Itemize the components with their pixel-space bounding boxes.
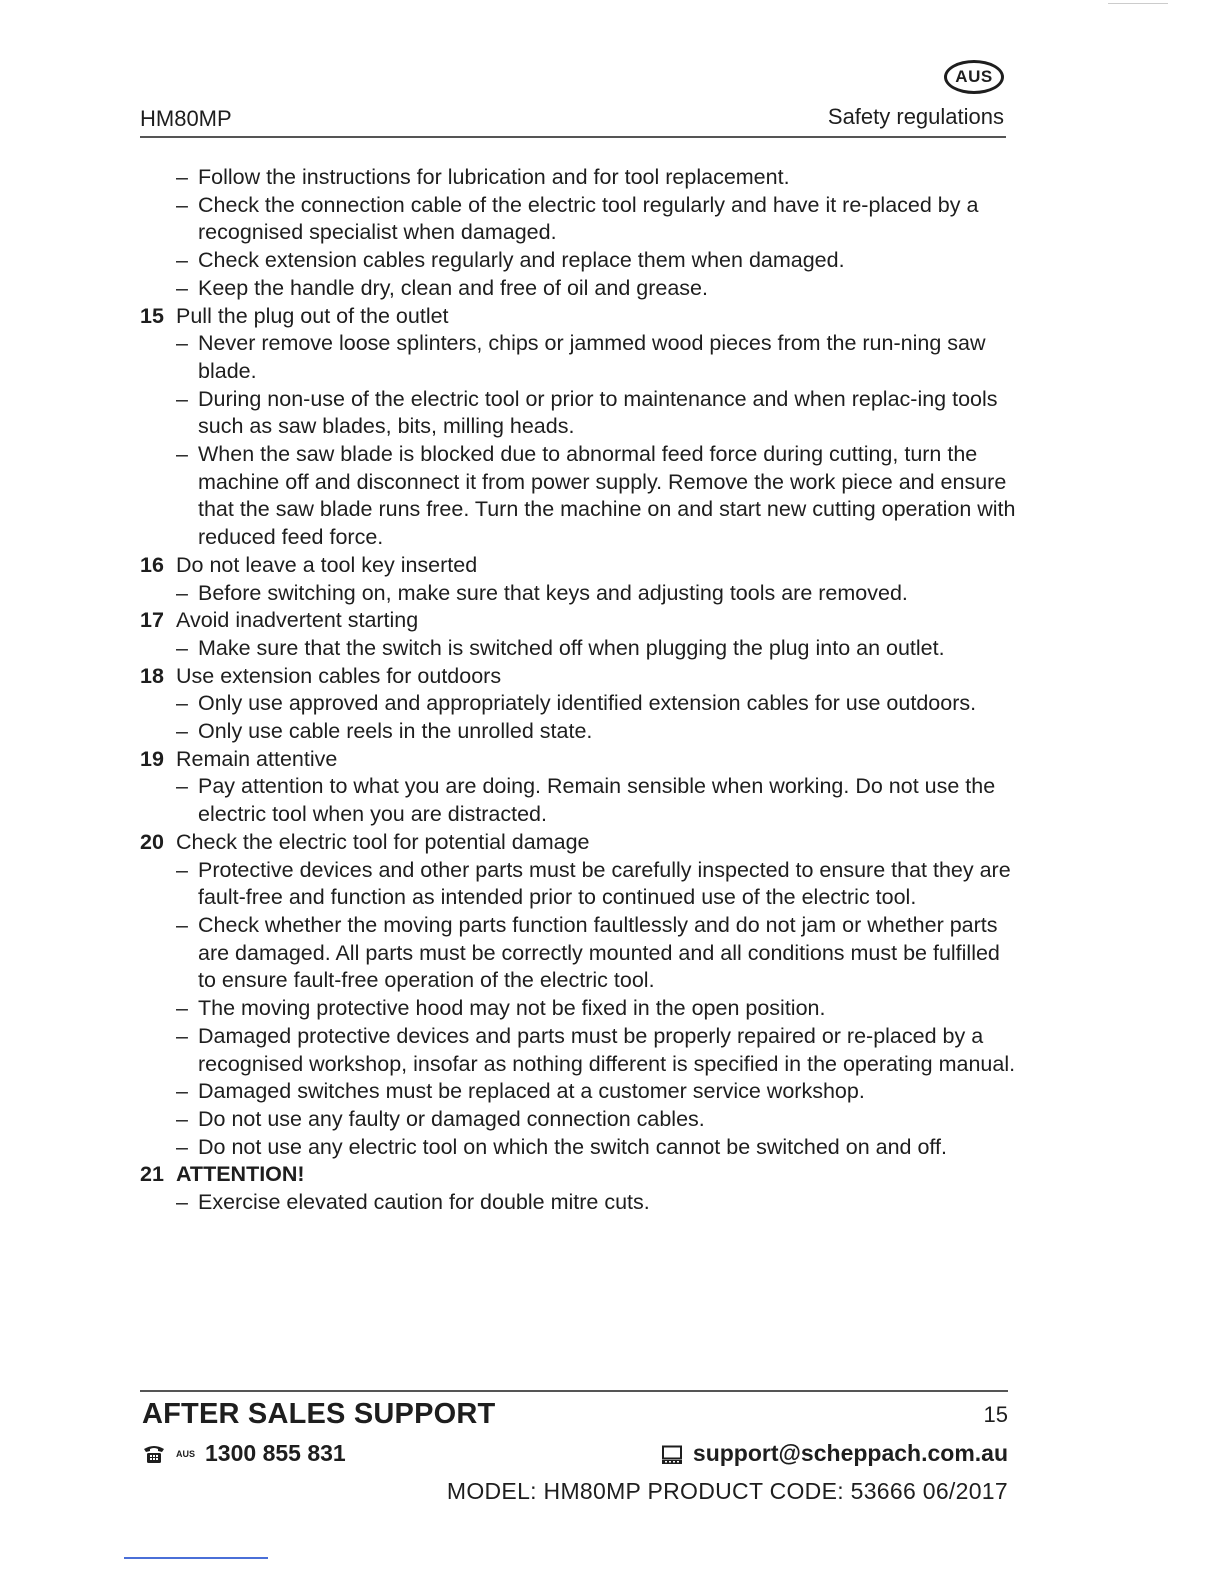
item-number: 20	[140, 829, 164, 854]
phone-region-label: AUS	[176, 1448, 196, 1459]
header-section-title: Safety regulations	[827, 104, 1004, 129]
safety-item-16	[140, 552, 1020, 607]
bullet-item: – Follow the instructions for lubrication and for tool replacement.	[176, 164, 1020, 192]
telephone-icon	[142, 1443, 166, 1465]
bullet-item: – Only use cable reels in the unrolled state.	[176, 718, 1020, 746]
intro-bullet-list	[176, 164, 1020, 303]
item-bullet-list	[176, 1189, 1020, 1217]
model-product-code: MODEL: HM80MP PRODUCT CODE: 53666 06/2017	[446, 1478, 1008, 1504]
item-bullet-list	[176, 857, 1020, 1162]
safety-item-18	[140, 663, 1020, 746]
item-title: Avoid inadvertent starting	[176, 608, 419, 633]
bullet-item: – Only use approved and appropriately identified extension cables for use outdoors.	[176, 690, 1020, 718]
item-number: 21	[140, 1162, 164, 1187]
item-number: 18	[140, 663, 164, 688]
item-title: Do not leave a tool key inserted	[176, 552, 478, 577]
bullet-item: – Check extension cables regularly and replace them when damaged.	[176, 247, 1020, 275]
bullet-item: – Never remove loose splinters, chips or jammed wood pieces from the run-ning saw blade.	[176, 330, 1020, 385]
item-number: 16	[140, 552, 164, 577]
bullet-item: – Check the connection cable of the electric tool regularly and have it re-placed by a recognised specialist when damaged.	[176, 192, 1020, 247]
safety-item-21	[140, 1161, 1020, 1216]
intro-section	[140, 164, 1020, 303]
item-title: Pull the plug out of the outlet	[176, 303, 449, 328]
bullet-item: – When the saw blade is blocked due to abnormal feed force during cutting, turn the machine off and disconnect it from power supply. Remove the work piece and ensure that the saw blade runs free. Turn the machine on and start new cutting operation with reduced feed force.	[176, 441, 1020, 552]
computer-icon	[661, 1444, 683, 1464]
scan-edge-line	[124, 1557, 268, 1559]
item-title: Check the electric tool for potential damage	[176, 829, 590, 854]
bullet-item: – Damaged protective devices and parts must be properly repaired or re-placed by a recognised workshop, insofar as nothing different is specified in the operating manual.	[176, 1023, 1020, 1078]
scan-mark	[1108, 3, 1168, 4]
item-title: Use extension cables for outdoors	[176, 663, 502, 688]
region-badge	[944, 60, 1004, 94]
bullet-item: – The moving protective hood may not be fixed in the open position.	[176, 995, 1020, 1023]
item-bullet-list	[176, 690, 1020, 745]
phone-number: 1300 855 831	[205, 1440, 346, 1466]
bullet-item: – Keep the handle dry, clean and free of oil and grease.	[176, 275, 1020, 303]
bullet-item: – Pay attention to what you are doing. Remain sensible when working. Do not use the electric tool when you are distracted.	[176, 773, 1020, 828]
header-divider	[140, 136, 1006, 138]
safety-item-20	[140, 829, 1020, 1161]
bullet-item: – Exercise elevated caution for double mitre cuts.	[176, 1189, 1020, 1217]
item-title: Remain attentive	[176, 746, 338, 771]
footer-divider	[140, 1390, 1008, 1392]
region-badge-label: AUS	[955, 67, 993, 86]
support-phone	[142, 1440, 346, 1467]
bullet-item: – Do not use any electric tool on which the switch cannot be switched on and off.	[176, 1134, 1020, 1162]
bullet-item: – Check whether the moving parts function faultlessly and do not jam or whether parts are damaged. All parts must be correctly mounted and all conditions must be fulfilled to ensure fault-free operation of the electric tool.	[176, 912, 1020, 995]
item-bullet-list	[176, 330, 1020, 552]
page-number: 15	[983, 1402, 1008, 1427]
bullet-item: – Protective devices and other parts must be carefully inspected to ensure that they are fault-free and function as intended prior to continued use of the electric tool.	[176, 857, 1020, 912]
footer-title: AFTER SALES SUPPORT	[142, 1398, 496, 1430]
item-number: 15	[140, 303, 164, 328]
item-bullet-list	[176, 773, 1020, 828]
safety-item-15	[140, 303, 1020, 552]
header-model: HM80MP	[140, 106, 232, 131]
item-number: 17	[140, 608, 164, 633]
bullet-item: – During non-use of the electric tool or prior to maintenance and when replac-ing tools such as saw blades, bits, milling heads.	[176, 386, 1020, 441]
safety-item-17	[140, 607, 1020, 662]
item-bullet-list	[176, 580, 1020, 608]
item-bullet-list	[176, 635, 1020, 663]
bullet-item: – Make sure that the switch is switched off when plugging the plug into an outlet.	[176, 635, 1020, 663]
item-title: ATTENTION!	[176, 1162, 305, 1187]
support-email	[661, 1440, 1008, 1467]
bullet-item: – Damaged switches must be replaced at a customer service workshop.	[176, 1078, 1020, 1106]
bullet-item: – Before switching on, make sure that keys and adjusting tools are removed.	[176, 580, 1020, 608]
email-address: support@scheppach.com.au	[692, 1440, 1008, 1466]
bullet-item: – Do not use any faulty or damaged connection cables.	[176, 1106, 1020, 1134]
safety-item-19	[140, 746, 1020, 829]
safety-content	[140, 164, 1020, 1217]
item-number: 19	[140, 746, 164, 771]
